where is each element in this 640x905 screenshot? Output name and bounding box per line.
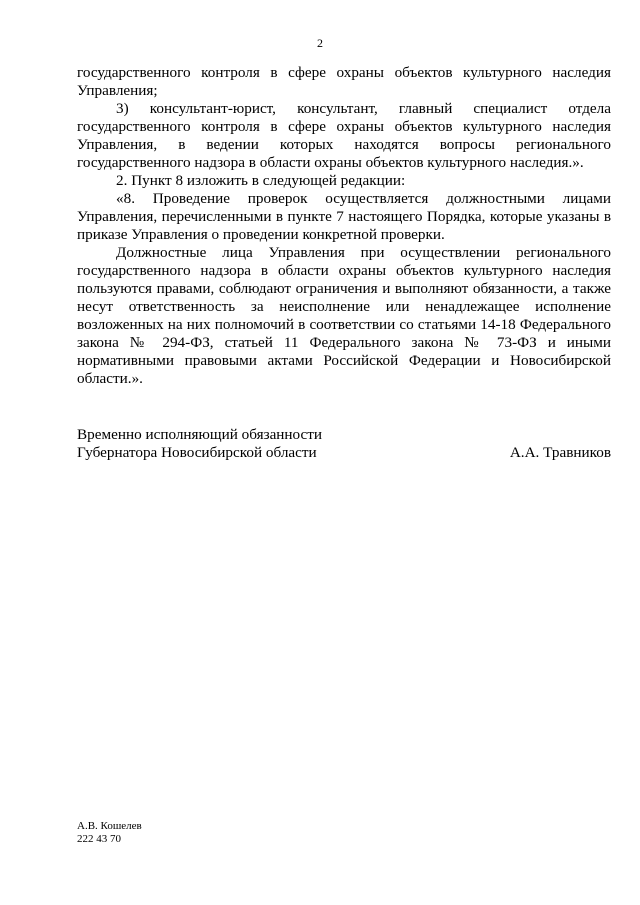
signatory-row <box>77 444 611 462</box>
paragraph-officials: Должностные лица Управления при осуществлении регионального государственного надзора в области охраны объектов культурного наследия пользуются правами, соблюдают ограничения и выполняют обязанности, а также несут ответственность за неисполнение или ненадлежащее исполнение возложенных на них полномочий в соответствии со статьями 14-18 Федерального закона № 294-ФЗ, статьей 11 Федерального закона № 73-ФЗ и иными нормативными правовыми актами Российской Федерации и Новосибирской области.». <box>77 244 611 387</box>
executor-phone: 222 43 70 <box>77 833 121 845</box>
signatory-position-line1: Временно исполняющий обязанности <box>77 426 323 443</box>
paragraph-continuation: государственного контроля в сфере охраны объектов культурного наследия Управления; <box>77 64 611 99</box>
paragraph-point-2: 2. Пункт 8 изложить в следующей редакции: <box>116 172 406 189</box>
signature-block <box>77 426 611 462</box>
paragraph-item-3: 3) консультант-юрист, консультант, главный специалист отдела государственного контроля в сфере охраны объектов культурного наследия Управления, в ведении которых находятся вопросы регионального государственного надзора в области охраны объектов культурного наследия.». <box>77 100 611 171</box>
executor-block <box>77 820 142 846</box>
signatory-position-line2: Губернатора Новосибирской области <box>77 444 317 461</box>
executor-name: А.В. Кошелев <box>77 820 142 832</box>
signatory-name: А.А. Травников <box>509 444 611 461</box>
page-number: 2 <box>317 36 323 50</box>
document-body <box>77 64 611 388</box>
paragraph-point-8: «8. Проведение проверок осуществляется должностными лицами Управления, перечисленными в пункте 7 настоящего Порядка, которые указаны в приказе Управления о проведении конкретной проверки. <box>77 190 611 243</box>
